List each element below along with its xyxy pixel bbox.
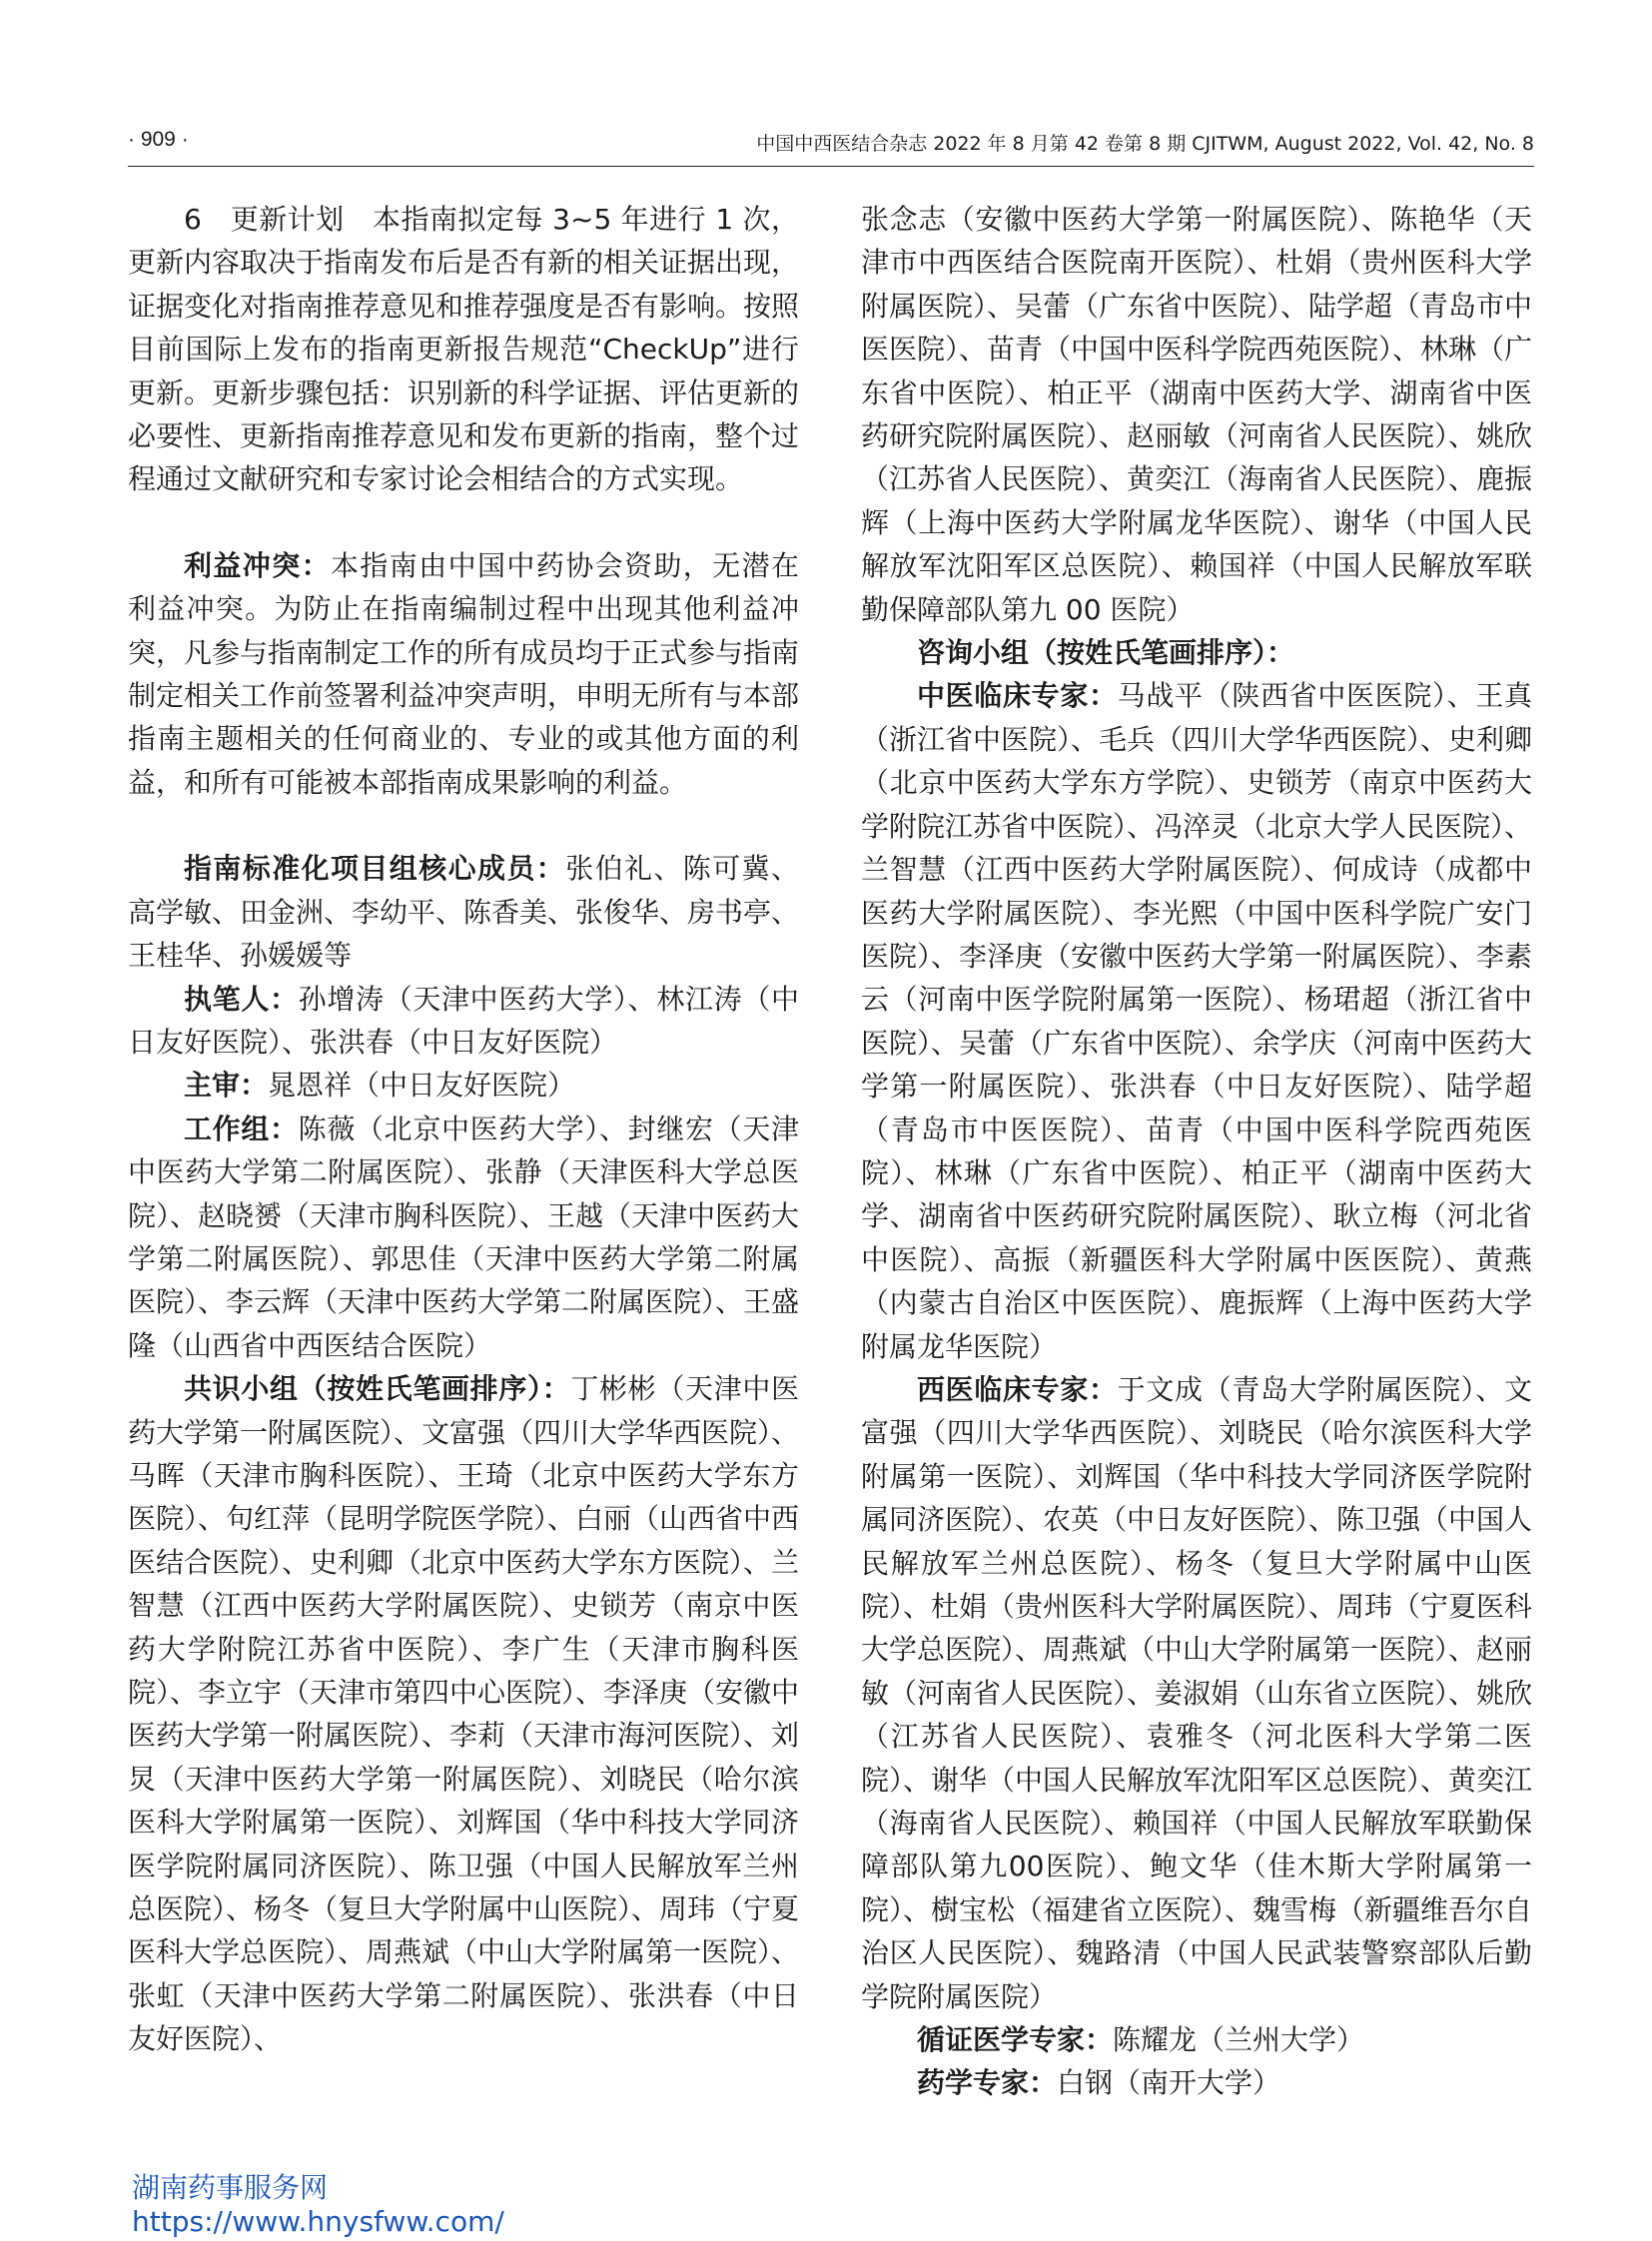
core-label: 指南标准化项目组核心成员： <box>184 852 566 886</box>
conflict-of-interest-paragraph <box>128 544 799 804</box>
work-text: 陈薇（北京中医药大学）、封继宏（天津中医药大学第二附属医院）、张静（天津医科大学总医院）、赵晓赟（天津市胸科医院）、王越（天津中医药大学第二附属医院）、郭思佳（天津中医药大学第二附属医院）、李云辉（天津中医药大学第二附属医院）、王盛隆（山西省中西医结合医院） <box>128 1112 800 1362</box>
pharmacy-experts-paragraph <box>861 2061 1532 2104</box>
core-text: 张伯礼、陈可冀、高学敏、田金洲、李幼平、陈香美、张俊华、房书亭、王桂华、孙媛媛等 <box>128 852 800 973</box>
writer-text: 孙增涛（天津中医药大学）、林江涛（中日友好医院）、张洪春（中日友好医院） <box>128 982 799 1059</box>
watermark-link[interactable] <box>132 2171 504 2239</box>
right-column <box>861 198 1532 2105</box>
tcm-label: 中医临床专家： <box>917 679 1118 713</box>
pharm-text: 白钢（南开大学） <box>1057 2066 1281 2100</box>
ebm-text: 陈耀龙（兰州大学） <box>1113 2023 1365 2057</box>
advisory-group-heading: 咨询小组（按姓氏笔画排序）： <box>917 636 1295 670</box>
writers-paragraph <box>128 978 799 1065</box>
wm-experts-paragraph <box>861 1368 1532 2018</box>
update-plan-paragraph: 6 更新计划 本指南拟定每 3~5 年进行 1 次，更新内容取决于指南发布后是否有新的相关证据出现，证据变化对指南推荐意见和推荐强度是否有影响。按照目前国际上发布的指南更新报告规范“CheckUp”进行更新。更新步骤包括：识别新的科学证据、评估更新的必要性、更新指南推荐意见和发布更新的指南，整个过程通过文献研究和专家讨论会相结合的方式实现。 <box>128 203 800 496</box>
core-members-paragraph <box>128 847 799 977</box>
coi-text: 本指南由中国中药协会资助，无潜在利益冲突。为防止在指南编制过程中出现其他利益冲突，凡参与指南制定工作的所有成员均于正式参与指南制定相关工作前签署利益冲突声明，申明无所有与本部指南主题相关的任何商业的、专业的或其他方面的利益，和所有可能被本部指南成果影响的利益。 <box>128 548 800 799</box>
consensus-group-paragraph <box>128 1367 799 2061</box>
consensus-group-continued: 张念志（安徽中医药大学第一附属医院）、陈艳华（天津市中西医结合医院南开医院）、杜娟（贵州医科大学附属医院）、吴蕾（广东省中医院）、陆学超（青岛市中医医院）、苗青（中国中医科学院西苑医院）、林琳（广东省中医院）、柏正平（湖南中医药大学、湖南省中医药研究院附属医院）、赵丽敏（河南省人民医院）、姚欣（江苏省人民医院）、黄奕江（海南省人民医院）、鹿振辉（上海中医药大学附属龙华医院）、谢华（中国人民解放军沈阳军区总医院）、赖国祥（中国人民解放军联勤保障部队第九 00 医院） <box>861 203 1533 626</box>
ebm-experts-paragraph <box>861 2018 1532 2061</box>
tcm-text: 马战平（陕西省中医医院）、王真（浙江省中医院）、毛兵（四川大学华西医院）、史利卿（北京中医药大学东方学院）、史锁芳（南京中医药大学附院江苏省中医院）、冯淬灵（北京大学人民医院）、兰智慧（江西中医药大学附属医院）、何成诗（成都中医药大学附属医院）、李光熙（中国中医科学院广安门医院）、李泽庚（安徽中医药大学第一附属医院）、李素云（河南中医学院附属第一医院）、杨珺超（浙江省中医院）、吴蕾（广东省中医院）、余学庆（河南中医药大学第一附属医院）、张洪春（中日友好医院）、陆学超（青岛市中医医院）、苗青（中国中医科学院西苑医院）、林琳（广东省中医院）、柏正平（湖南中医药大学、湖南省中医药研究院附属医院）、耿立梅（河北省中医院）、高振（新疆医科大学附属中医医院）、黄燕（内蒙古自治区中医医院）、鹿振辉（上海中医药大学附属龙华医院） <box>861 679 1533 1363</box>
consensus-label: 共识小组（按姓氏笔画排序）： <box>184 1372 571 1406</box>
consensus-text: 丁彬彬（天津中医药大学第一附属医院）、文富强（四川大学华西医院）、马晖（天津市胸科医院）、王琦（北京中医药大学东方医院）、句红萍（昆明学院医学院）、白丽（山西省中西医结合医院）、史利卿（北京中医药大学东方医院）、兰智慧（江西中医药大学附属医院）、史锁芳（南京中医药大学附院江苏省中医院）、李广生（天津市胸科医院）、李立宇（天津市第四中心医院）、李泽庚（安徽中医药大学第一附属医院）、李莉（天津市海河医院）、刘炅（天津中医药大学第一附属医院）、刘晓民（哈尔滨医科大学附属第一医院）、刘辉国（华中科技大学同济医学院附属同济医院）、陈卫强（中国人民解放军兰州总医院）、杨冬（复旦大学附属中山医院）、周玮（宁夏医科大学总医院）、周燕斌（中山大学附属第一医院）、张虹（天津中医药大学第二附属医院）、张洪春（中日友好医院）、 <box>128 1372 800 2056</box>
writer-label: 执笔人： <box>184 982 299 1016</box>
tcm-experts-paragraph <box>861 674 1532 1368</box>
working-group-paragraph <box>128 1108 799 1367</box>
wm-label: 西医临床专家： <box>917 1372 1118 1406</box>
left-column <box>128 198 799 2061</box>
ebm-label: 循证医学专家： <box>917 2023 1114 2057</box>
reviewer-label: 主审： <box>184 1069 269 1103</box>
site-url[interactable]: https://www.hnysfww.com/ <box>132 2205 504 2238</box>
site-name[interactable]: 湖南药事服务网 <box>132 2171 329 2204</box>
coi-label: 利益冲突： <box>184 548 331 582</box>
page-number: · 909 · <box>128 128 189 151</box>
reviewer-paragraph <box>128 1064 799 1107</box>
reviewer-text: 晁恩祥（中日友好医院） <box>268 1069 576 1103</box>
running-header <box>128 126 1534 167</box>
journal-citation: 中国中西医结合杂志 2022 年 8 月第 42 卷第 8 期 CJITWM, August 2022, Vol. 42, No. 8 <box>756 133 1534 155</box>
pharm-label: 药学专家： <box>917 2066 1058 2100</box>
work-label: 工作组： <box>184 1112 299 1145</box>
wm-text: 于文成（青岛大学附属医院）、文富强（四川大学华西医院）、刘晓民（哈尔滨医科大学附属第一医院）、刘辉国（华中科技大学同济医学院附属同济医院）、农英（中日友好医院）、陈卫强（中国人民解放军兰州总医院）、杨冬（复旦大学附属中山医院）、杜娟（贵州医科大学附属医院）、周玮（宁夏医科大学总医院）、周燕斌（中山大学附属第一医院）、赵丽敏（河南省人民医院）、姜淑娟（山东省立医院）、姚欣（江苏省人民医院）、袁雅冬（河北医科大学第二医院）、谢华（中国人民解放军沈阳军区总医院）、黄奕江（海南省人民医院）、赖国祥（中国人民解放军联勤保障部队第九00医院）、鲍文华（佳木斯大学附属第一院）、樹宝松（福建省立医院）、魏雪梅（新疆维吾尔自治区人民医院）、魏路清（中国人民武装警察部队后勤学院附属医院） <box>861 1372 1533 2013</box>
